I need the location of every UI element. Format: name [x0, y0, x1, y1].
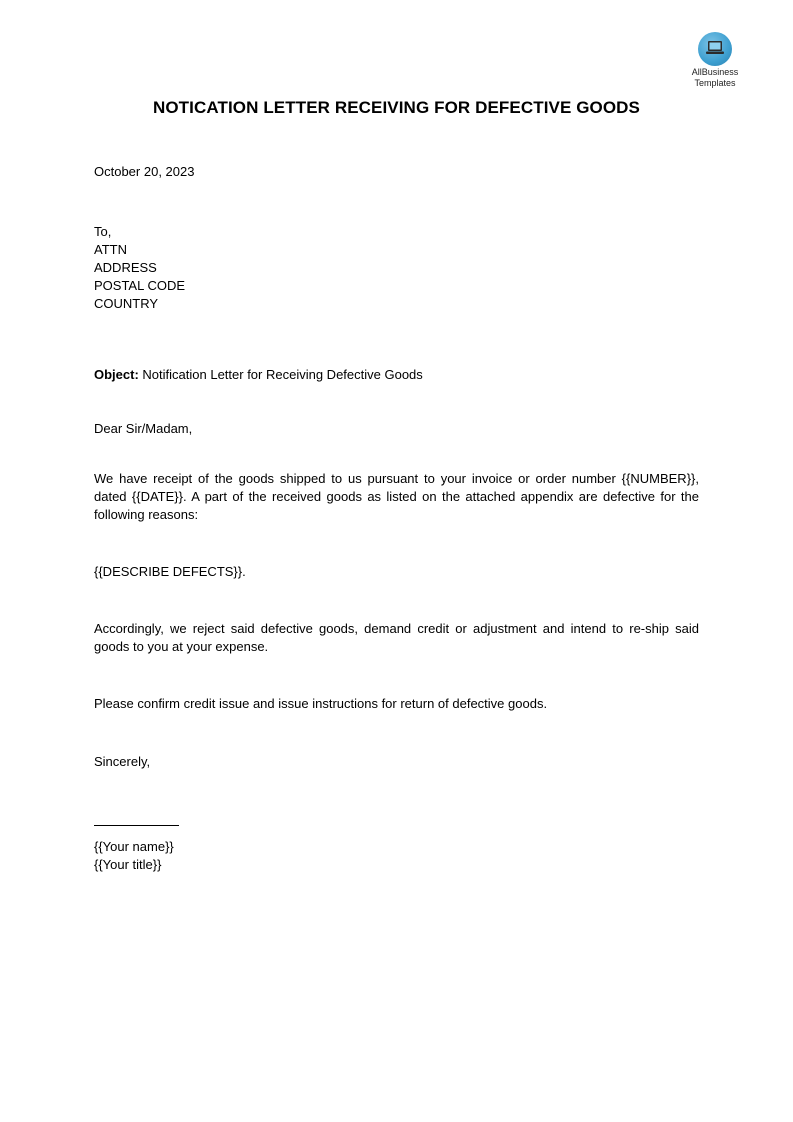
object-text: Notification Letter for Receiving Defective Goods	[142, 367, 423, 382]
defects-placeholder: {{DESCRIBE DEFECTS}}.	[94, 564, 246, 579]
recipient-address: ADDRESS	[94, 260, 157, 275]
body-paragraph-1: We have receipt of the goods shipped to us pursuant to your invoice or order number {{NUMBER}}, dated {{DATE}}. A part of the received goods as listed on the attached appendix are defective for the following reasons:	[94, 471, 699, 522]
body-paragraph-3: Please confirm credit issue and issue instructions for return of defective goods.	[94, 696, 548, 711]
logo-text-line2: Templates	[694, 78, 736, 88]
recipient-attn: ATTN	[94, 242, 127, 257]
recipient-country: COUNTRY	[94, 296, 159, 311]
laptop-icon	[698, 32, 732, 66]
allbusiness-templates-logo	[682, 32, 748, 92]
letter-date: October 20, 2023	[94, 164, 195, 179]
salutation: Dear Sir/Madam,	[94, 421, 193, 436]
document-title: NOTICATION LETTER RECEIVING FOR DEFECTIVE GOODS	[152, 98, 641, 117]
object-line	[94, 366, 423, 384]
body-paragraph-2: Accordingly, we reject said defective goods, demand credit or adjustment and intend to re-ship said goods to you at your expense.	[94, 621, 699, 654]
signature-title: {{Your title}}	[94, 857, 162, 872]
object-label: Object:	[94, 367, 139, 382]
recipient-postal-code: POSTAL CODE	[94, 278, 186, 293]
recipient-to: To,	[94, 224, 112, 239]
signature-line	[94, 825, 179, 826]
closing: Sincerely,	[94, 754, 151, 769]
signature-name: {{Your name}}	[94, 839, 174, 854]
logo-text-line1: AllBusiness	[691, 67, 739, 77]
